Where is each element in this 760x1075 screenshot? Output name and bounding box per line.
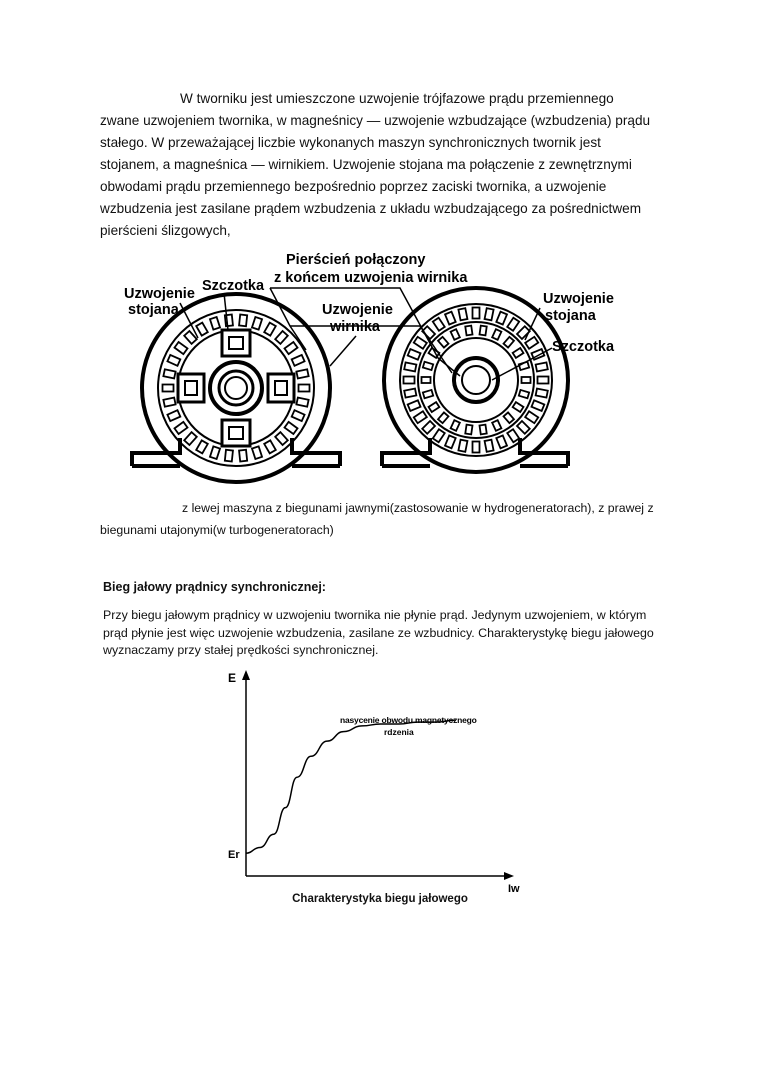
slot (538, 377, 549, 384)
brush-label-right: Szczotka (552, 339, 615, 355)
slot (536, 389, 548, 398)
slot (451, 329, 460, 340)
slot (438, 337, 448, 348)
slot (445, 312, 456, 325)
slot (275, 331, 288, 344)
slot (465, 425, 472, 435)
slot (252, 317, 262, 330)
slot (504, 412, 514, 423)
slot (536, 362, 548, 371)
slot (196, 323, 208, 336)
slot (404, 362, 416, 371)
rotor-winding-label-line1: Uzwojenie (322, 302, 393, 318)
slot (507, 318, 519, 331)
slot (485, 308, 494, 320)
figure-caption (100, 497, 670, 541)
ring-label-line1: Pierścień połączony (286, 252, 426, 268)
slot (531, 400, 544, 411)
intro-line: wzbudzenia jest zasilane prądem wzbudzenia z układu wzbudzającego za pośrednictwem (100, 201, 642, 216)
slot (480, 425, 487, 435)
stator-label-right-line2: stojana (545, 308, 596, 324)
stator-label-left-line1: Uzwojenie (124, 286, 195, 302)
slot (184, 432, 197, 445)
slot (492, 420, 501, 431)
slot (504, 337, 514, 348)
slot (519, 390, 529, 398)
slot (174, 422, 187, 434)
slot (167, 355, 180, 366)
slot (404, 377, 415, 384)
section-heading: Bieg jałowy prądnicy synchronicznej: (103, 580, 326, 594)
stator-label-right-line1: Uzwojenie (543, 291, 614, 307)
annotation-line1: nasycenie obwodu magnetycznego (340, 715, 477, 725)
slot (473, 442, 480, 453)
intro-line: zwane uzwojeniem twornika, w magneśnicy — uzwojenie wzbudzające (wzbudzenia) prądu (100, 113, 651, 128)
slot (414, 411, 427, 423)
x-axis-label: Iw (508, 883, 520, 895)
y-axis-arrow (242, 670, 250, 680)
salient-pole-machine (132, 294, 340, 482)
slot (408, 349, 421, 360)
slot (517, 421, 530, 434)
slot (458, 440, 467, 452)
slot (174, 342, 187, 354)
slot (473, 308, 480, 319)
x-axis-arrow (504, 872, 514, 880)
slot (522, 377, 531, 383)
slot (480, 326, 487, 336)
slot (292, 355, 305, 366)
brush-label-left: Szczotka (202, 278, 265, 294)
slot (285, 422, 298, 434)
slot (438, 412, 448, 423)
slot (445, 435, 456, 448)
slot (525, 411, 538, 423)
slot (296, 398, 308, 407)
slot (513, 348, 524, 358)
intro-paragraph (100, 88, 670, 242)
slot (225, 450, 233, 462)
chart-title: Charakterystyka biegu jałowego (292, 893, 468, 905)
intro-line: pierścieni ślizgowych, (100, 223, 231, 238)
slot (196, 440, 208, 453)
slot (408, 400, 421, 411)
slot (163, 369, 175, 378)
slot (422, 421, 435, 434)
slot (210, 317, 220, 330)
slot (513, 402, 524, 412)
synchronous-machines-figure (120, 248, 615, 473)
slot (465, 326, 472, 336)
slot (525, 337, 538, 349)
slot (296, 369, 308, 378)
caption-line: z lewej maszyna z biegunami jawnymi(zastosowanie w hydrogeneratorach), z prawej z (182, 501, 654, 515)
no-load-characteristic-chart (220, 666, 540, 895)
annotation-line2: rdzenia (384, 727, 414, 737)
slot (422, 377, 431, 383)
slot (239, 450, 247, 462)
section-paragraph (103, 607, 663, 660)
slot (458, 308, 467, 320)
slot (414, 337, 427, 349)
section-line: Przy biegu jałowym prądnicy w uzwojeniu twornika nie płynie prąd. Jedynym uzwojeniem, w którym (103, 608, 647, 622)
slot (492, 329, 501, 340)
y-intercept-label: Er (228, 849, 240, 861)
slot (264, 323, 276, 336)
slot (239, 315, 247, 327)
slot (429, 402, 440, 412)
y-axis-label: E (228, 671, 237, 685)
slot (299, 385, 310, 392)
slot (275, 432, 288, 445)
slot (404, 389, 416, 398)
slot (163, 385, 174, 392)
rotor-winding-label-line2: wirnika (330, 319, 380, 335)
stator-label-left-line2: stojana (128, 302, 179, 318)
slot (423, 390, 433, 398)
intro-line: W tworniku jest umieszczone uzwojenie trójfazowe prądu przemiennego (180, 91, 614, 106)
series-line (246, 720, 455, 853)
caption-line: biegunami utajonymi(w turbogeneratorach) (100, 523, 334, 537)
section-line: wyznaczamy przy stałej prędkości synchronicznej. (103, 643, 379, 657)
section-line: prąd płynie jest więc uzwojenie wzbudzenia, zasilane ze wzbudnicy. Charakterystykę biegu jałowego (103, 625, 654, 640)
slot (167, 410, 180, 421)
intro-line: stałego. W przeważającej liczbie wykonanych maszyn synchronicznych twornik jest (100, 135, 601, 150)
intro-line: stojanem, a magneśnica — wirnikiem. Uzwojenie stojana ma połączenie z zewnętrznymi (100, 157, 632, 172)
slot (292, 410, 305, 421)
cylindrical-rotor-machine (382, 288, 568, 472)
slot (285, 342, 298, 354)
slot (433, 318, 445, 331)
slot (423, 362, 433, 370)
slot (252, 446, 262, 459)
slot (433, 429, 445, 442)
slot (163, 398, 175, 407)
intro-line: obwodami prądu przemiennego bezpośrednio poprzez zaciski twornika, a uzwojenie (100, 179, 607, 194)
slot (451, 420, 460, 431)
slot (485, 440, 494, 452)
ring-label-line2: z końcem uzwojenia wirnika (274, 270, 468, 286)
slot (507, 429, 519, 442)
slot (496, 312, 507, 325)
slot (264, 440, 276, 453)
slot (496, 435, 507, 448)
slot (210, 446, 220, 459)
